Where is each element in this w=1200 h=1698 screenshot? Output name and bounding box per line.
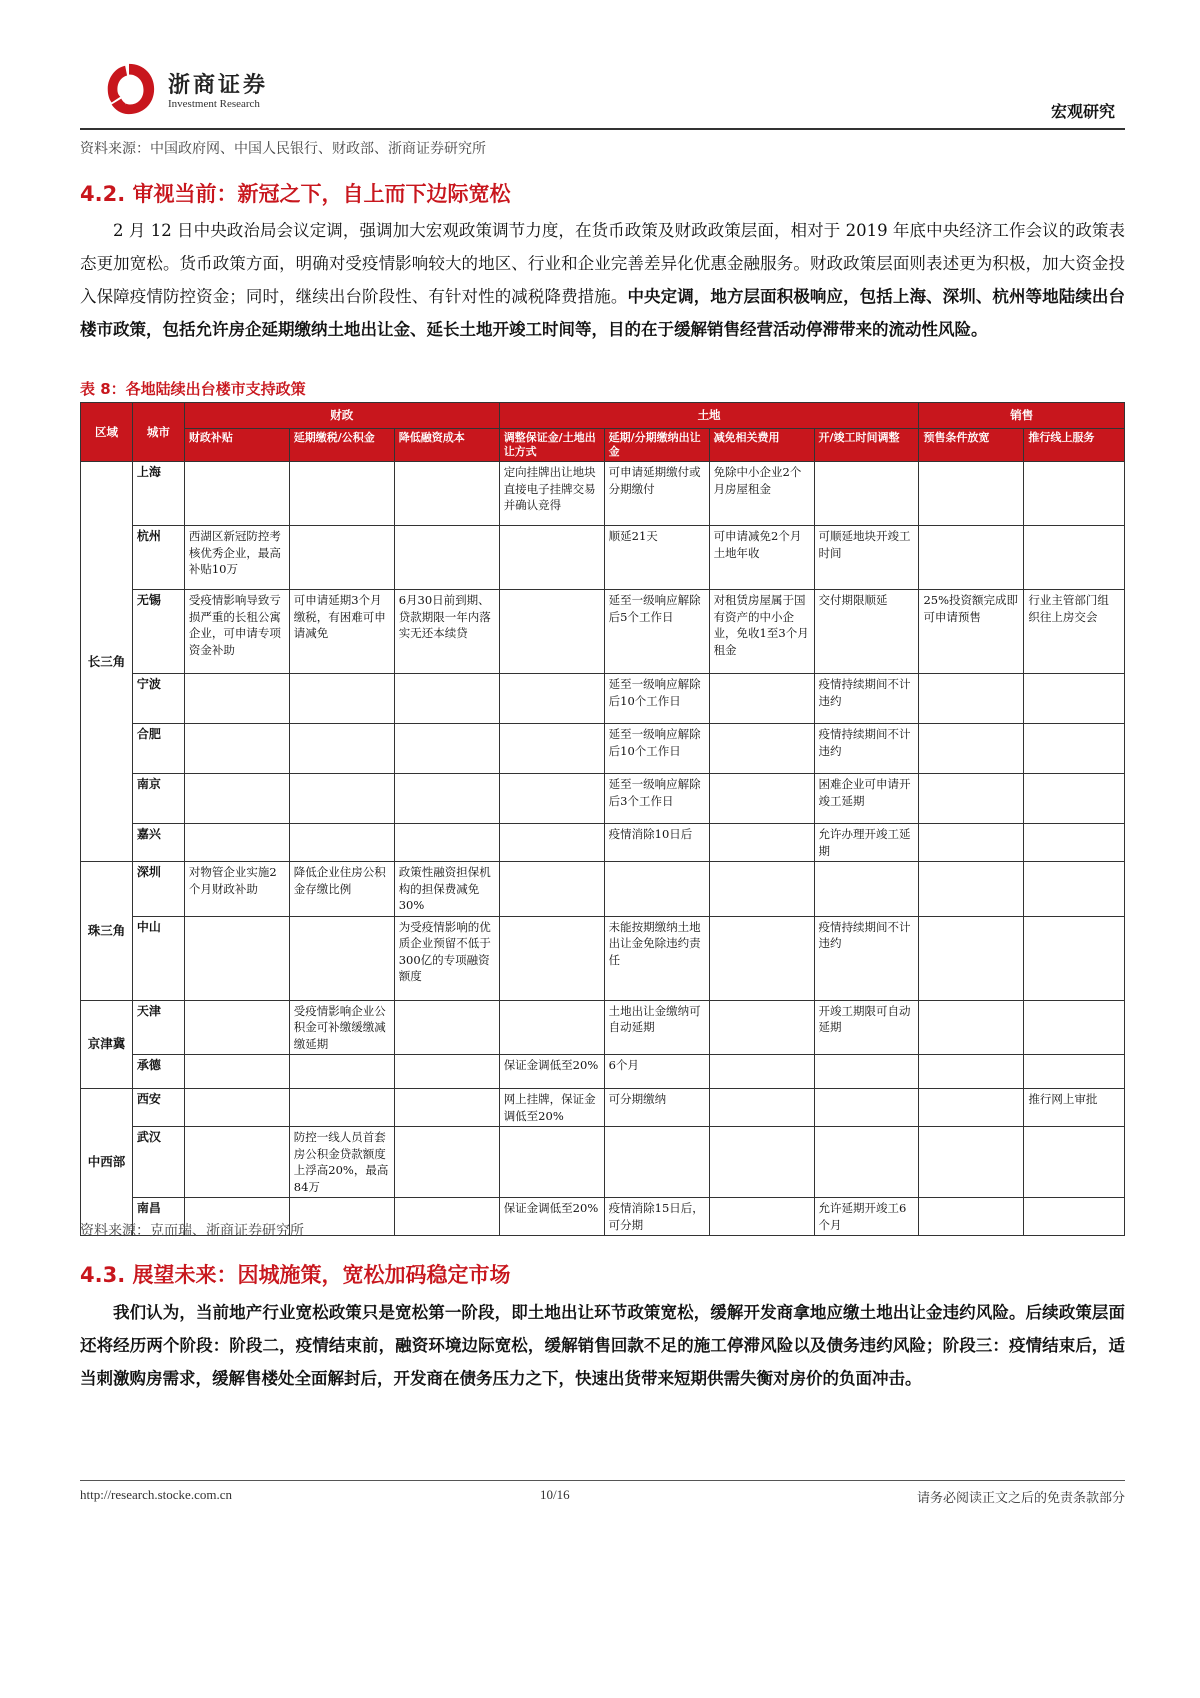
policy-cell: [289, 1198, 394, 1236]
policy-cell: 疫情持续期间不计违约: [814, 724, 919, 774]
policy-cell: [289, 674, 394, 724]
policy-cell: 延至一级响应解除后10个工作日: [604, 724, 709, 774]
footer-url[interactable]: http://research.stocke.com.cn: [80, 1487, 232, 1502]
policy-cell: [394, 1198, 499, 1236]
policy-cell: [289, 526, 394, 590]
policy-cell: [1024, 1198, 1125, 1236]
policy-cell: 保证金调低至20%: [499, 1055, 604, 1089]
policy-cell: [1024, 774, 1125, 824]
table-row: [81, 1127, 1125, 1198]
policy-cell: [919, 1198, 1024, 1236]
policy-cell: 可分期缴纳: [604, 1089, 709, 1127]
policy-cell: [289, 824, 394, 862]
policy-cell: 交付期限顺延: [814, 590, 919, 674]
policy-cell: [814, 1089, 919, 1127]
city-cell: 中山: [132, 916, 184, 1000]
policy-cell: 西湖区新冠防控考核优秀企业，最高补贴10万: [184, 526, 289, 590]
subheader: 开/竣工时间调整: [814, 429, 919, 462]
policy-cell: 未能按期缴纳土地出让金免除违约责任: [604, 916, 709, 1000]
policy-cell: [709, 674, 814, 724]
city-cell: 上海: [132, 462, 184, 526]
policy-cell: 允许延期开竣工6个月: [814, 1198, 919, 1236]
policy-cell: [1024, 674, 1125, 724]
policy-cell: [184, 724, 289, 774]
policy-table: [80, 402, 1125, 1236]
policy-cell: [1024, 526, 1125, 590]
policy-cell: [184, 1055, 289, 1089]
policy-cell: [709, 1055, 814, 1089]
policy-cell: 受疫情影响企业公积金可补缴缓缴减缴延期: [289, 1000, 394, 1055]
policy-cell: 定向挂牌出让地块直接电子挂牌交易并确认竞得: [499, 462, 604, 526]
policy-cell: [394, 674, 499, 724]
policy-cell: [394, 1089, 499, 1127]
policy-cell: [499, 862, 604, 917]
city-cell: 南昌: [132, 1198, 184, 1236]
table-title: 表 8：各地陆续出台楼市支持政策: [80, 380, 306, 398]
zheshang-logo-icon: [100, 60, 158, 118]
policy-cell: 受疫情影响导致亏损严重的长租公寓企业，可申请专项资金补助: [184, 590, 289, 674]
heading-4-2: 4.2. 审视当前：新冠之下，自上而下边际宽松: [80, 182, 511, 206]
city-cell: 杭州: [132, 526, 184, 590]
policy-cell: 推行网上审批: [1024, 1089, 1125, 1127]
table-row: [81, 462, 1125, 526]
city-cell: 宁波: [132, 674, 184, 724]
policy-cell: [1024, 1127, 1125, 1198]
policy-cell: [184, 774, 289, 824]
policy-cell: [919, 1089, 1024, 1127]
policy-cell: [919, 916, 1024, 1000]
footer-disclaimer: 请务必阅读正文之后的免责条款部分: [916, 1491, 1125, 1506]
policy-cell: [919, 774, 1024, 824]
table-row: [81, 590, 1125, 674]
policy-cell: [1024, 1055, 1125, 1089]
policy-cell: [919, 526, 1024, 590]
policy-cell: [499, 774, 604, 824]
table-row: [81, 916, 1125, 1000]
policy-cell: [289, 916, 394, 1000]
policy-cell: [709, 916, 814, 1000]
policy-cell: [289, 1055, 394, 1089]
policy-cell: [814, 1055, 919, 1089]
region-cell: 珠三角: [81, 862, 133, 1001]
subheader: 延期缴税/公积金: [289, 429, 394, 462]
policy-cell: [394, 526, 499, 590]
policy-cell: [184, 1000, 289, 1055]
policy-cell: 顺延21天: [604, 526, 709, 590]
city-cell: 天津: [132, 1000, 184, 1055]
policy-cell: [1024, 824, 1125, 862]
policy-cell: 6个月: [604, 1055, 709, 1089]
table-row: [81, 824, 1125, 862]
policy-cell: [184, 1127, 289, 1198]
policy-cell: [814, 1127, 919, 1198]
policy-cell: 疫情消除10日后: [604, 824, 709, 862]
subheader: 推行线上服务: [1024, 429, 1125, 462]
subheader: 延期/分期缴纳出让金: [604, 429, 709, 462]
policy-cell: [1024, 862, 1125, 917]
policy-cell: [919, 824, 1024, 862]
policy-cell: [289, 1089, 394, 1127]
policy-cell: [289, 774, 394, 824]
policy-cell: 6月30日前到期、贷款期限一年内落实无还本续贷: [394, 590, 499, 674]
policy-cell: [919, 462, 1024, 526]
policy-cell: [604, 1127, 709, 1198]
heading-4-3: 4.3. 展望未来：因城施策，宽松加码稳定市场: [80, 1263, 511, 1287]
subheader: 财政补贴: [184, 429, 289, 462]
policy-cell: [184, 462, 289, 526]
policy-cell: [184, 674, 289, 724]
policy-cell: [394, 724, 499, 774]
source-note-top: 资料来源：中国政府网、中国人民银行、财政部、浙商证券研究所: [80, 141, 486, 157]
policy-cell: [919, 724, 1024, 774]
policy-cell: 对物管企业实施2个月财政补助: [184, 862, 289, 917]
policy-cell: 困难企业可申请开竣工延期: [814, 774, 919, 824]
policy-cell: [709, 724, 814, 774]
city-cell: 无锡: [132, 590, 184, 674]
header-land: 土地: [499, 403, 919, 429]
paragraph-4-2-bold: 中央定调，地方层面积极响应，包括上海、深圳、杭州等地陆续出台楼市政策，包括允许房企延期缴纳土地出让金、延长土地开竣工时间等，目的在于缓解销售经营活动停滞带来的流动性风险。: [80, 287, 1126, 339]
paragraph-4-2-normal: 2 月 12 日中央政治局会议定调，强调加大宏观政策调节力度，在货币政策及财政政策层面，相对于 2019 年底中央经济工作会议的政策表态更加宽松。货币政策方面，明确对受疫情影响较大的地区、行业和企业完善差异化优惠金融服务。财政政策层面则表述更为积极，加大资金投入保障疫情防控资金；同时，继续出台阶段性、有针对性的减税降费措施。: [80, 221, 1125, 306]
policy-cell: [499, 916, 604, 1000]
page-footer: [80, 1480, 1125, 1506]
table-row: [81, 724, 1125, 774]
policy-cell: 延至一级响应解除后10个工作日: [604, 674, 709, 724]
policy-cell: [1024, 1000, 1125, 1055]
policy-cell: [709, 774, 814, 824]
policy-cell: 25%投资额完成即可申请预售: [919, 590, 1024, 674]
policy-cell: 延至一级响应解除后3个工作日: [604, 774, 709, 824]
policy-cell: [1024, 462, 1125, 526]
policy-cell: [184, 824, 289, 862]
policy-cell: [184, 1089, 289, 1127]
header-sales: 销售: [919, 403, 1125, 429]
policy-cell: [709, 1127, 814, 1198]
city-cell: 武汉: [132, 1127, 184, 1198]
table-row: [81, 862, 1125, 917]
policy-cell: [499, 526, 604, 590]
policy-cell: [709, 862, 814, 917]
page-header: [80, 50, 1125, 130]
policy-cell: 延至一级响应解除后5个工作日: [604, 590, 709, 674]
header-city: 城市: [132, 403, 184, 462]
source-note-bottom: 资料来源：克而瑞、浙商证券研究所: [80, 1223, 304, 1239]
policy-cell: [919, 674, 1024, 724]
city-cell: 承德: [132, 1055, 184, 1089]
policy-cell: 降低企业住房公积金存缴比例: [289, 862, 394, 917]
policy-cell: [709, 1000, 814, 1055]
city-cell: 西安: [132, 1089, 184, 1127]
policy-cell: 为受疫情影响的优质企业预留不低于300亿的专项融资额度: [394, 916, 499, 1000]
policy-cell: 可申请延期缴付或分期缴付: [604, 462, 709, 526]
policy-cell: 对租赁房屋属于国有资产的中小企业，免收1至3个月租金: [709, 590, 814, 674]
policy-table-body: [81, 462, 1125, 1236]
logo-subtext: Investment Research: [168, 98, 260, 110]
policy-cell: [394, 1127, 499, 1198]
policy-cell: [394, 1000, 499, 1055]
policy-cell: [919, 1055, 1024, 1089]
policy-cell: 行业主管部门组织往上房交会: [1024, 590, 1125, 674]
subheader: 降低融资成本: [394, 429, 499, 462]
policy-cell: [394, 1055, 499, 1089]
policy-cell: 网上挂牌，保证金调低至20%: [499, 1089, 604, 1127]
city-cell: 合肥: [132, 724, 184, 774]
policy-cell: [814, 462, 919, 526]
policy-cell: 防控一线人员首套房公积金贷款额度上浮高20%，最高84万: [289, 1127, 394, 1198]
policy-cell: 免除中小企业2个月房屋租金: [709, 462, 814, 526]
policy-cell: [394, 462, 499, 526]
policy-cell: 可顺延地块开竣工时间: [814, 526, 919, 590]
policy-cell: [1024, 916, 1125, 1000]
policy-cell: [709, 1089, 814, 1127]
policy-cell: 可申请延期3个月缴税，有困难可申请减免: [289, 590, 394, 674]
policy-cell: 可申请减免2个月土地年收: [709, 526, 814, 590]
region-cell: 中西部: [81, 1089, 133, 1236]
policy-cell: [499, 674, 604, 724]
policy-cell: 土地出让金缴纳可自动延期: [604, 1000, 709, 1055]
table-row: [81, 1055, 1125, 1089]
policy-cell: 疫情持续期间不计违约: [814, 674, 919, 724]
logo-text: 浙商证券: [168, 72, 269, 98]
policy-cell: [394, 824, 499, 862]
policy-cell: [499, 1127, 604, 1198]
section-tag: 宏观研究: [1050, 102, 1115, 121]
region-cell: 长三角: [81, 462, 133, 862]
policy-cell: [499, 1000, 604, 1055]
policy-cell: [289, 724, 394, 774]
policy-cell: 允许办理开竣工延期: [814, 824, 919, 862]
city-cell: 深圳: [132, 862, 184, 917]
policy-cell: [394, 774, 499, 824]
policy-cell: 疫情消除15日后，可分期: [604, 1198, 709, 1236]
table-row: [81, 1000, 1125, 1055]
policy-cell: [919, 1127, 1024, 1198]
policy-cell: 开竣工期限可自动延期: [814, 1000, 919, 1055]
policy-cell: [814, 862, 919, 917]
page-number: 10/16: [540, 1487, 570, 1502]
policy-cell: [499, 724, 604, 774]
city-cell: 南京: [132, 774, 184, 824]
policy-cell: 政策性融资担保机构的担保费减免30%: [394, 862, 499, 917]
paragraph-4-2: [80, 214, 1125, 346]
policy-cell: 疫情持续期间不计违约: [814, 916, 919, 1000]
policy-cell: [919, 1000, 1024, 1055]
policy-cell: [709, 824, 814, 862]
table-row: [81, 1089, 1125, 1127]
region-cell: 京津冀: [81, 1000, 133, 1089]
subheader: 减免相关费用: [709, 429, 814, 462]
policy-cell: [919, 862, 1024, 917]
policy-cell: [604, 862, 709, 917]
subheader: 调整保证金/土地出让方式: [499, 429, 604, 462]
table-row: [81, 674, 1125, 724]
subheader: 预售条件放宽: [919, 429, 1024, 462]
policy-cell: [289, 462, 394, 526]
policy-cell: 保证金调低至20%: [499, 1198, 604, 1236]
policy-cell: [499, 590, 604, 674]
policy-cell: [709, 1198, 814, 1236]
paragraph-4-3: 我们认为，当前地产行业宽松政策只是宽松第一阶段，即土地出让环节政策宽松，缓解开发商拿地应缴土地出让金违约风险。后续政策层面还将经历两个阶段：阶段二，疫情结束前，融资环境边际宽松，缓解销售回款不足的施工停滞风险以及债务违约风险；阶段三：疫情结束后，适当刺激购房需求，缓解售楼处全面解封后，开发商在债务压力之下，快速出货带来短期供需失衡对房价的负面冲击。: [80, 1303, 1125, 1388]
table-row: [81, 526, 1125, 590]
policy-cell: [499, 824, 604, 862]
policy-cell: [1024, 724, 1125, 774]
header-finance: 财政: [184, 403, 499, 429]
policy-cell: [184, 916, 289, 1000]
header-region: 区域: [81, 403, 133, 462]
city-cell: 嘉兴: [132, 824, 184, 862]
table-row: [81, 774, 1125, 824]
